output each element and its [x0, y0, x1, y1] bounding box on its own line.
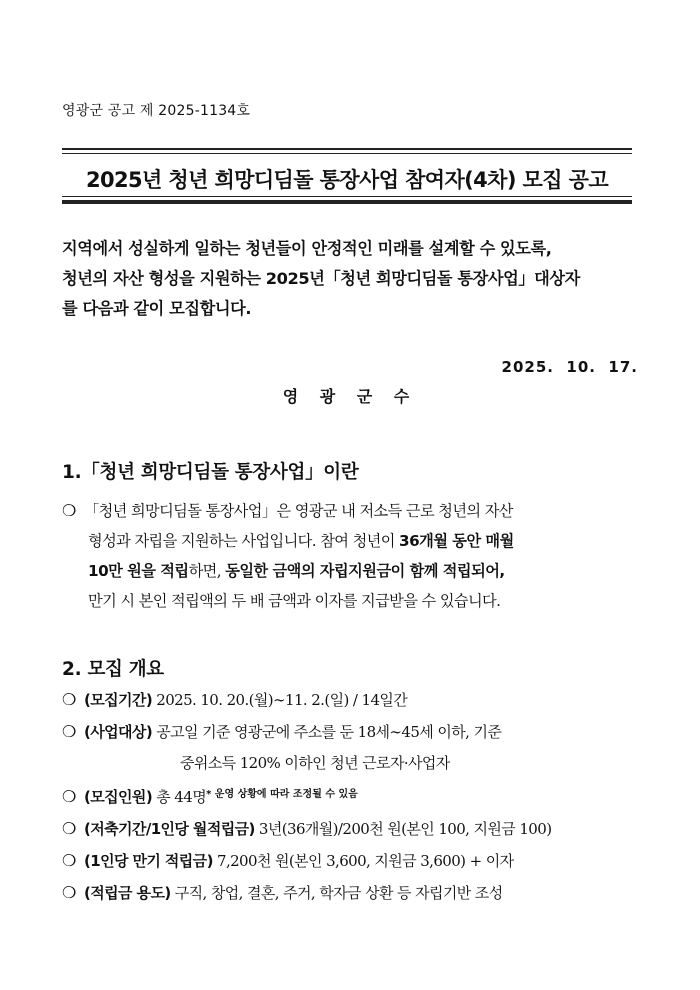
emphasis-text: 10만 원을 적립: [88, 562, 189, 580]
section-2-heading: 2. 모집 개요: [62, 659, 164, 680]
item-label: (사업대상): [84, 723, 153, 741]
paragraph-text: 형성과 자립을 지원하는 사업입니다. 참여 청년이: [88, 532, 400, 550]
list-item: [62, 684, 642, 716]
paragraph-line: [62, 556, 642, 586]
list-item: [62, 877, 642, 909]
intro-line: 지역에서 성실하게 일하는 청년들이 안정적인 미래를 설계할 수 있도록,: [62, 239, 552, 258]
intro-paragraph: [62, 234, 642, 324]
overview-list: [62, 684, 642, 909]
page-title: 2025년 청년 희망디딤돌 통장사업 참여자(4차) 모집 공고: [85, 168, 609, 192]
item-text: 2025. 10. 20.(월)∼11. 2.(일) / 14일간: [152, 691, 408, 709]
item-text: 중위소득 120% 이하인 청년 근로자·사업자: [180, 754, 450, 772]
circle-bullet-icon: ❍: [62, 851, 76, 870]
intro-line: 를 다음과 같이 모집합니다.: [62, 299, 252, 318]
circle-bullet-icon: ❍: [62, 722, 76, 741]
emphasis-text: 동일한 금액의 자립지원금이 함께 적립되어,: [225, 562, 505, 580]
paragraph-text: 「청년 희망디딤돌 통장사업」은 영광군 내 저소득 근로 청년의 자산: [84, 502, 513, 520]
item-footnote: * 운영 상황에 따라 조정될 수 있음: [206, 789, 358, 800]
item-text: 구직, 창업, 결혼, 주거, 학자금 상환 등 자립기반 조성: [170, 884, 503, 902]
item-label: (1인당 만기 적립금): [84, 852, 213, 870]
list-item: [62, 813, 642, 845]
item-text: 공고일 기준 영광군에 주소를 둔 18세∼45세 이하, 기준: [152, 723, 502, 741]
circle-bullet-icon: ❍: [62, 787, 76, 806]
item-label: (모집인원): [84, 788, 153, 806]
item-text: 7,200천 원(본인 3,600, 지원금 3,600) + 이자: [212, 852, 514, 870]
emphasis-text: 36개월 동안 매월: [399, 532, 514, 550]
list-item: [62, 845, 642, 877]
intro-line: 청년의 자산 형성을 지원하는 2025년「청년 희망디딤돌 통장사업」대상자: [62, 269, 580, 288]
list-item: [62, 779, 642, 813]
paragraph-line: [62, 526, 642, 556]
paragraph-text: 하면,: [188, 562, 226, 580]
section-1-heading: 1.「청년 희망디딤돌 통장사업」이란: [62, 462, 359, 483]
paragraph-line: [62, 586, 642, 616]
paragraph-text: 만기 시 본인 적립액의 두 배 금액과 이자를 지급받을 수 있습니다.: [88, 592, 501, 610]
notice-number: 영광군 공고 제 2025-1134호: [62, 103, 251, 119]
list-item-continuation: [62, 748, 642, 779]
circle-bullet-icon: ❍: [62, 883, 76, 902]
item-label: (적립금 용도): [84, 884, 171, 902]
item-label: (저축기간/1인당 월적립금): [84, 820, 255, 838]
section-1-paragraph: [62, 496, 642, 616]
paragraph-line: [62, 496, 642, 526]
item-label: (모집기간): [84, 691, 153, 709]
circle-bullet-icon: ❍: [62, 819, 76, 838]
item-text: 총 44명: [152, 788, 207, 806]
list-item: [62, 716, 642, 748]
item-text: 3년(36개월)/200천 원(본인 100, 지원금 100): [254, 820, 552, 838]
issuer-name: 영 광 군 수: [282, 387, 418, 406]
title-box: [62, 148, 632, 204]
announcement-date: 2025. 10. 17.: [501, 358, 638, 376]
circle-bullet-icon: ❍: [62, 501, 76, 520]
circle-bullet-icon: ❍: [62, 690, 76, 709]
